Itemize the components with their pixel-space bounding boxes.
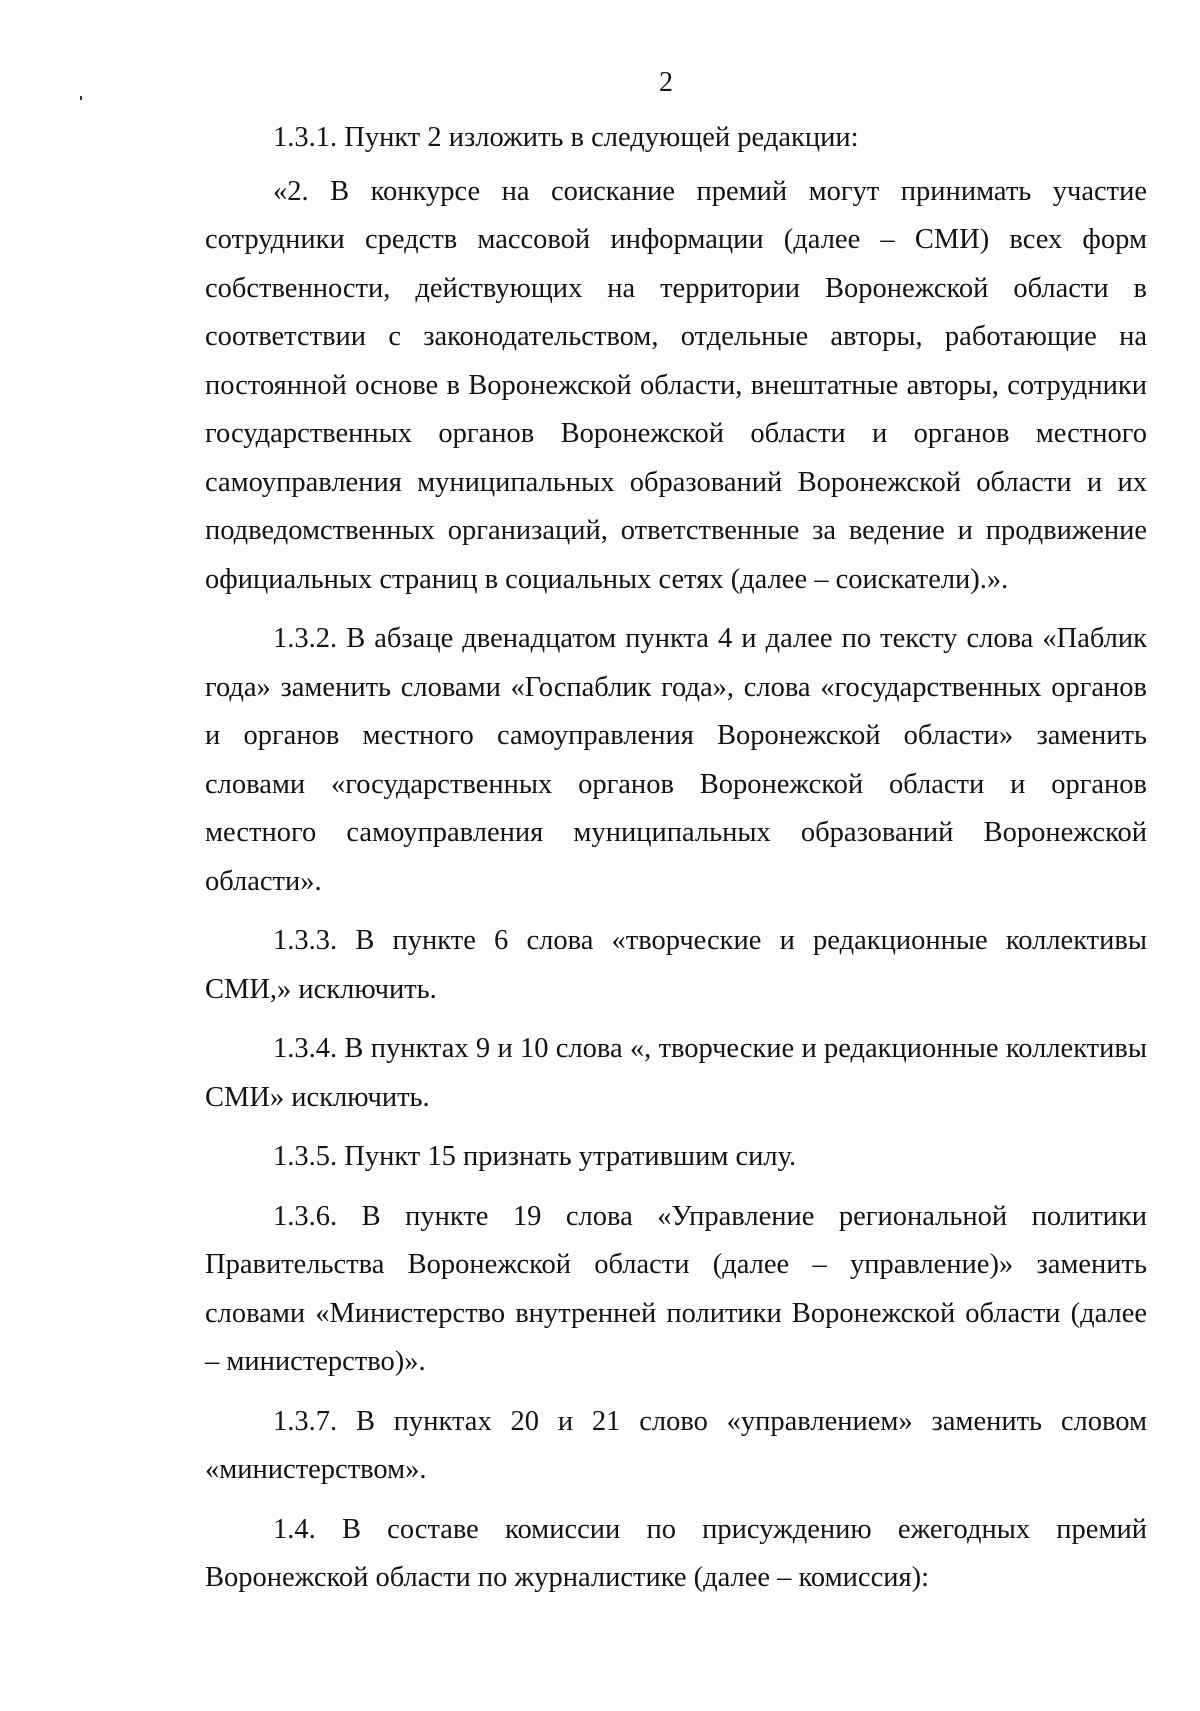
paragraph-1-4: 1.4. В составе комиссии по присуждению ежегодных премий Воронежской области по журналистике (далее – комиссия): [205, 1513, 1147, 1593]
paragraph-point-2-text: «2. В конкурсе на соискание премий могут принимать участие сотрудники средств массовой информации (далее – СМИ) всех форм собственности, действующих на территории Воронежской области в соответствии с законодательством, отдельные авторы, работающие на постоянной основе в Воронежской области, внештатные авторы, сотрудники государственных органов Воронежской области и органов местного самоуправления муниципальных образований Воронежской области и их подведомственных организаций, ответственные за ведение и продвижение официальных страниц в социальных сетях (далее – соискатели).». [205, 175, 1147, 595]
paragraph-1-3-1: 1.3.1. Пункт 2 изложить в следующей редакции: [273, 122, 859, 153]
page-number: 2 [659, 67, 673, 98]
document-body [205, 114, 1147, 1608]
paragraph-1-3-2: 1.3.2. В абзаце двенадцатом пункта 4 и далее по тексту слова «Паблик года» заменить словами «Госпаблик года», слова «государственных органов и органов местного самоуправления Воронежской области» заменить словами «государственных органов Воронежской области и органов местного самоуправления муниципальных образований Воронежской области». [205, 623, 1147, 897]
paragraph-1-3-4: 1.3.4. В пунктах 9 и 10 слова «, творческие и редакционные коллективы СМИ» исключить. [205, 1033, 1147, 1113]
paragraph-1-3-3: 1.3.3. В пункте 6 слова «творческие и редакционные коллективы СМИ,» исключить. [205, 925, 1147, 1005]
paragraph-1-3-7: 1.3.7. В пунктах 20 и 21 слово «управлением» заменить словом «министерством». [205, 1405, 1147, 1485]
paragraph-1-3-6: 1.3.6. В пункте 19 слова «Управление региональной политики Правительства Воронежской области (далее – управление)» заменить словами «Министерство внутренней политики Воронежской области (далее – министерство)». [205, 1200, 1147, 1377]
paragraph-1-3-5: 1.3.5. Пункт 15 признать утратившим силу. [273, 1141, 797, 1172]
